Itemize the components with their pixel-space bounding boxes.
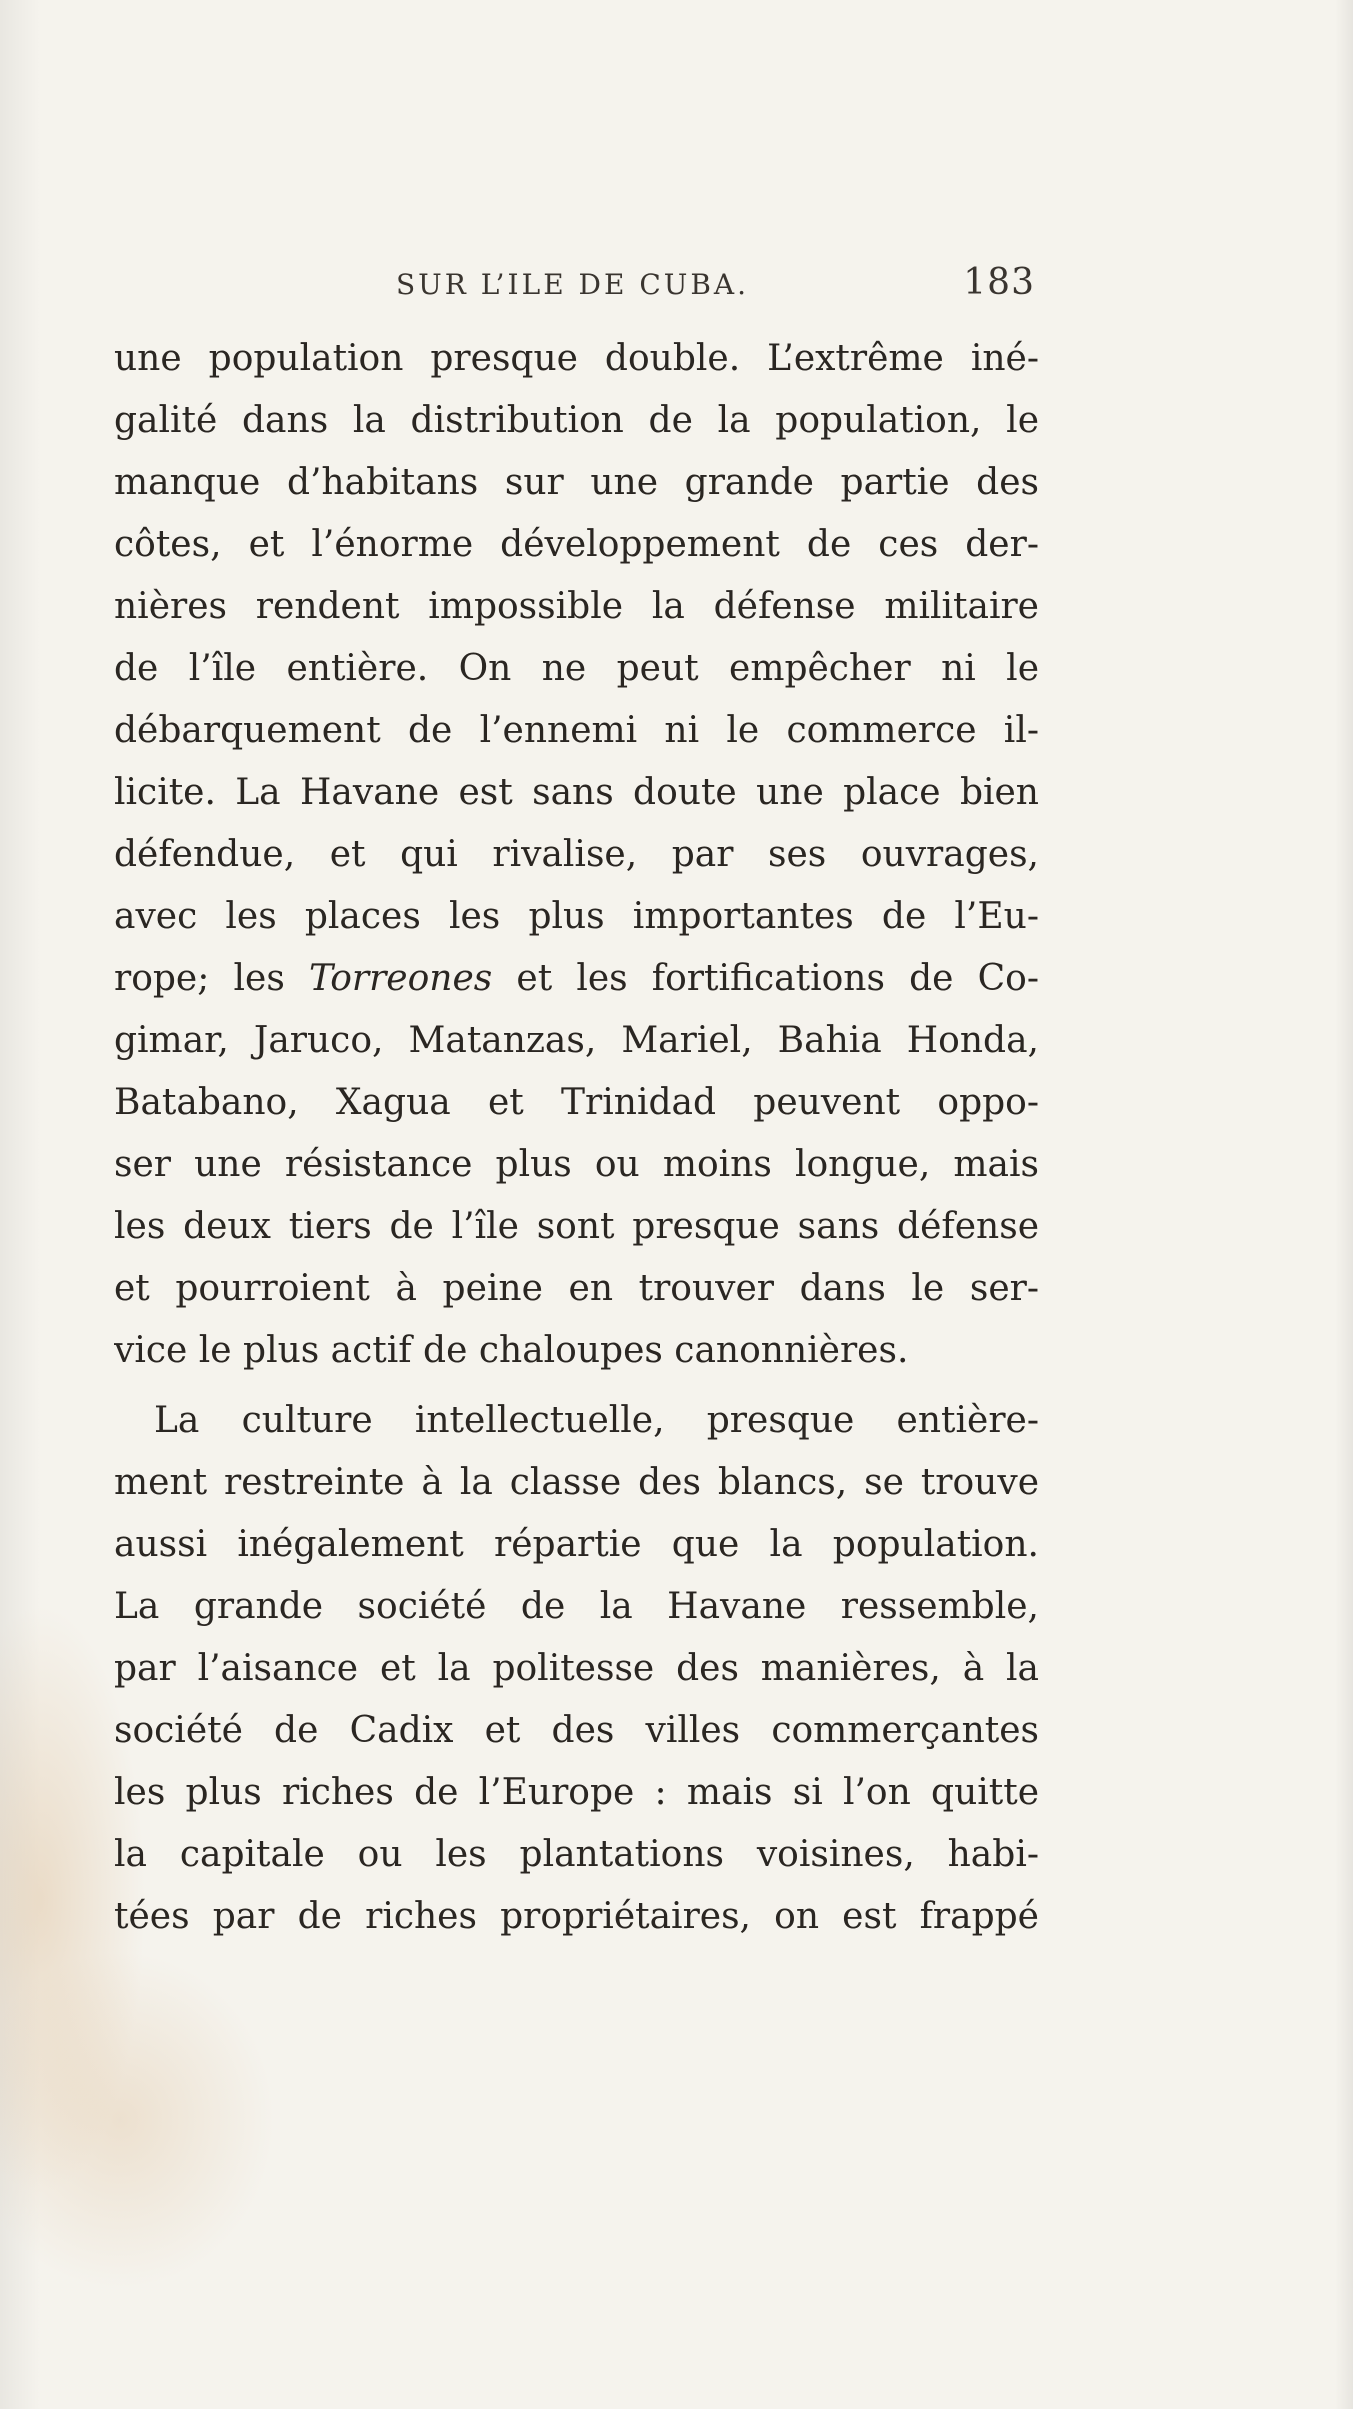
text-line: les deux tiers de l’île sont presque sans défense [114, 1206, 1039, 1247]
text-line: La grande société de la Havane ressemble, [114, 1586, 1039, 1627]
text-line: par l’aisance et la politesse des manières, à la [114, 1648, 1039, 1689]
text-line: Batabano, Xagua et Trinidad peuvent oppo- [114, 1082, 1039, 1123]
page-gutter-shadow [1335, 0, 1353, 2409]
text-line: avec les places les plus importantes de l’Eu- [114, 896, 1039, 937]
text-line: les plus riches de l’Europe : mais si l’on quitte [114, 1772, 1039, 1813]
paragraph-spacer [114, 1382, 1039, 1390]
body-text [114, 328, 1039, 1948]
text-line: gimar, Jaruco, Matanzas, Mariel, Bahia Honda, [114, 1020, 1039, 1061]
text-line: côtes, et l’énorme développement de ces der- [114, 524, 1039, 565]
text-line-paragraph-end: vice le plus actif de chaloupes canonnières. [114, 1330, 909, 1371]
text-line: ser une résistance plus ou moins longue, mais [114, 1144, 1039, 1185]
text-line: débarquement de l’ennemi ni le commerce il- [114, 710, 1039, 751]
text-line: et pourroient à peine en trouver dans le ser- [114, 1268, 1039, 1309]
text-line-with-italic: rope; les Torreones et les fortifications de Co- [114, 958, 1039, 999]
text-line: nières rendent impossible la défense militaire [114, 586, 1039, 627]
text-line: société de Cadix et des villes commerçantes [114, 1710, 1039, 1751]
page-number: 183 [963, 262, 1035, 303]
text-line: de l’île entière. On ne peut empêcher ni le [114, 648, 1039, 689]
italic-term: Torreones [308, 958, 493, 999]
text-line: manque d’habitans sur une grande partie des [114, 462, 1039, 503]
running-header [114, 262, 1039, 312]
text-line: une population presque double. L’extrême iné- [114, 338, 1039, 379]
text-line: tées par de riches propriétaires, on est frappé [114, 1896, 1039, 1937]
text-line: licite. La Havane est sans doute une place bien [114, 772, 1039, 813]
text-line: ment restreinte à la classe des blancs, se trouve [114, 1462, 1039, 1503]
running-title: SUR L’ILE DE CUBA. [396, 268, 750, 301]
text-line: la capitale ou les plantations voisines, habi- [114, 1834, 1039, 1875]
text-line-paragraph-start: La culture intellectuelle, presque entière- [154, 1400, 1039, 1441]
text-line: défendue, et qui rivalise, par ses ouvrages, [114, 834, 1039, 875]
text-line: galité dans la distribution de la population, le [114, 400, 1039, 441]
text-line: aussi inégalement répartie que la population. [114, 1524, 1039, 1565]
